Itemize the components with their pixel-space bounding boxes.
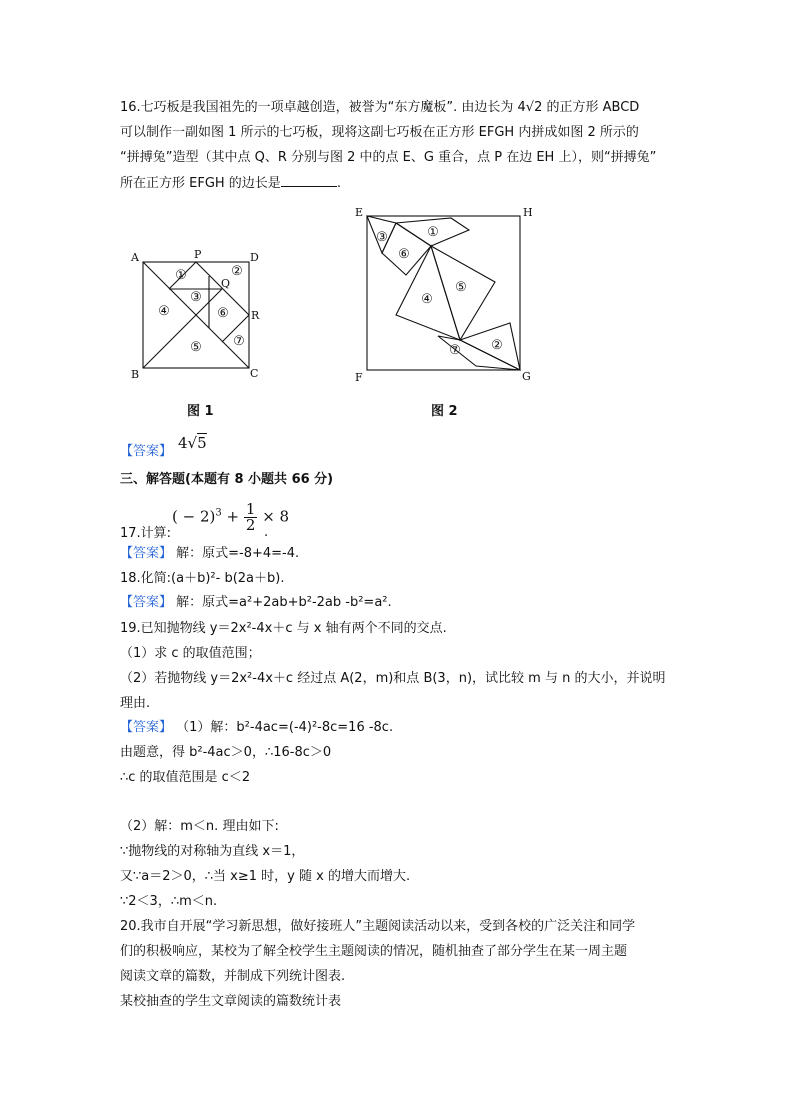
q19-answer <box>120 719 393 737</box>
q16-answer-radicand: 5 <box>197 434 207 452</box>
q19-answer-label: 【答案】 <box>120 720 173 735</box>
q17-base: ( − 2) <box>172 507 216 526</box>
fig2-piece-5: ⑤ <box>455 280 467 295</box>
answer-blank <box>281 174 337 187</box>
fig1-piece-6: ⑥ <box>217 306 229 321</box>
q16-line-1: 16.七巧板是我国祖先的一项卓越创造，被誉为“东方魔板”. 由边长为 4√2 的正方形 ABCD <box>120 100 640 115</box>
q17-answer-label: 【答案】 <box>120 546 173 561</box>
fig1-piece-4: ④ <box>158 304 170 319</box>
q17-end: . <box>264 525 269 540</box>
fig2-piece-2-shape <box>460 323 520 370</box>
q19-line-2: （1）求 c 的取值范围； <box>120 646 261 661</box>
fig1-vertex-b: B <box>131 368 140 380</box>
q17-answer-text: 解：原式=-8+4=-4. <box>172 546 300 561</box>
q18-text: 18.化简:(a＋b)²- b(2a＋b). <box>120 571 285 586</box>
q19-answer-line-5: ∵抛物线的对称轴为直线 x＝1， <box>120 844 305 859</box>
q20-table-title: 某校抽查的学生文章阅读的篇数统计表 <box>120 994 342 1009</box>
fig2-piece-7: ⑦ <box>449 343 461 358</box>
fig2-vertex-f: F <box>355 371 363 384</box>
q19-answer-line-6: 又∵a＝2＞0，∴当 x≥1 时，y 随 x 的增大而增大. <box>120 869 411 884</box>
q18-answer-label: 【答案】 <box>120 595 173 610</box>
fig2-vertex-g: G <box>522 370 531 383</box>
fig2-vertex-h: H <box>523 206 533 219</box>
q17-tail: × 8 <box>262 507 290 526</box>
fig1-vertex-a: A <box>131 251 139 264</box>
figure-1-caption: 图 1 <box>187 404 214 419</box>
q19-line-3: （2）若抛物线 y＝2x²-4x＋c 经过点 A(2，m)和点 B(3，n)，试比较 m 与 n 的大小，并说明 <box>120 671 666 686</box>
fig2-piece-6: ⑥ <box>398 247 410 262</box>
fig1-piece-7: ⑦ <box>233 334 245 349</box>
sqrt-symbol: √ <box>187 434 198 452</box>
q16-line-4 <box>120 174 341 193</box>
q17-expression <box>172 502 289 533</box>
q18-answer-text: 解：原式=a²+2ab+b²-2ab -b²=a². <box>172 595 392 610</box>
fig1-vertex-r: R <box>251 309 260 322</box>
q20-line-3: 阅读文章的篇数，并制成下列统计图表. <box>120 969 346 984</box>
fig1-vertex-q: Q <box>221 277 231 290</box>
fig2-vertex-e: E <box>355 206 364 219</box>
q19-line-4: 理由. <box>120 696 151 711</box>
q17-frac-den: 2 <box>245 516 256 534</box>
fig1-piece-1: ① <box>175 268 187 283</box>
fig1-vertex-d: D <box>250 251 259 264</box>
fig1-piece-3: ③ <box>190 290 202 305</box>
q19-answer-line-4: （2）解：m＜n. 理由如下: <box>120 819 279 834</box>
figure-2-rabbit <box>350 200 540 385</box>
q17-frac-num: 1 <box>245 500 256 518</box>
figure-2-caption: 图 2 <box>431 404 458 419</box>
fig1-vertex-p: P <box>194 248 202 261</box>
q17-prefix: 17.计算: <box>120 526 172 541</box>
q17-plus: + <box>226 507 240 526</box>
fig1-vertex-c: C <box>250 367 259 380</box>
fig1-piece-5: ⑤ <box>190 340 202 355</box>
q19-answer-line-3: ∴c 的取值范围是 c＜2 <box>120 770 251 785</box>
q16-line-3: “拼搏兔”造型（其中点 Q、R 分别与图 2 中的点 E、G 重合，点 P 在边 EH 上），则“拼搏兔” <box>120 150 657 165</box>
q17-exponent: 3 <box>215 507 222 519</box>
q18-answer <box>120 594 392 612</box>
q19-answer-line-2: 由题意，得 b²-4ac＞0，∴16-8c＞0 <box>120 745 332 760</box>
fig2-piece-4: ④ <box>421 292 433 307</box>
q16-answer-coef: 4 <box>178 434 188 452</box>
q19-answer-part1: （1）解：b²-4ac=(-4)²-8c=16 -8c. <box>172 720 394 735</box>
section-3-title: 三、解答题(本题有 8 小题共 66 分) <box>120 472 334 487</box>
q16-line-2: 可以制作一副如图 1 所示的七巧板，现将这副七巧板在正方形 EFGH 内拼成如图 2 所示的 <box>120 125 639 140</box>
q17-fraction <box>244 502 258 533</box>
fig2-piece-2: ② <box>491 338 503 353</box>
fig2-piece-3: ③ <box>376 230 388 245</box>
q16-answer-value <box>178 434 207 452</box>
q20-line-2: 们的积极响应，某校为了解全校学生主题阅读的情况，随机抽查了部分学生在某一周主题 <box>120 944 628 959</box>
fig2-piece-1: ① <box>427 225 439 240</box>
q16-line-4-text: 所在正方形 EFGH 的边长是 <box>120 176 281 191</box>
q16-answer-label: 【答案】 <box>120 444 173 459</box>
q19-answer-line-7: ∵2＜3，∴m＜n. <box>120 894 218 909</box>
q20-line-1: 20.我市自开展“学习新思想，做好接班人”主题阅读活动以来，受到各校的广泛关注和同学 <box>120 919 636 934</box>
q19-line-1: 19.已知抛物线 y＝2x²-4x＋c 与 x 轴有两个不同的交点. <box>120 621 447 636</box>
q16-line-4-end: . <box>336 176 341 191</box>
q17-answer <box>120 545 299 563</box>
figure-1-tangram <box>125 245 265 380</box>
fig1-piece-2: ② <box>231 264 243 279</box>
